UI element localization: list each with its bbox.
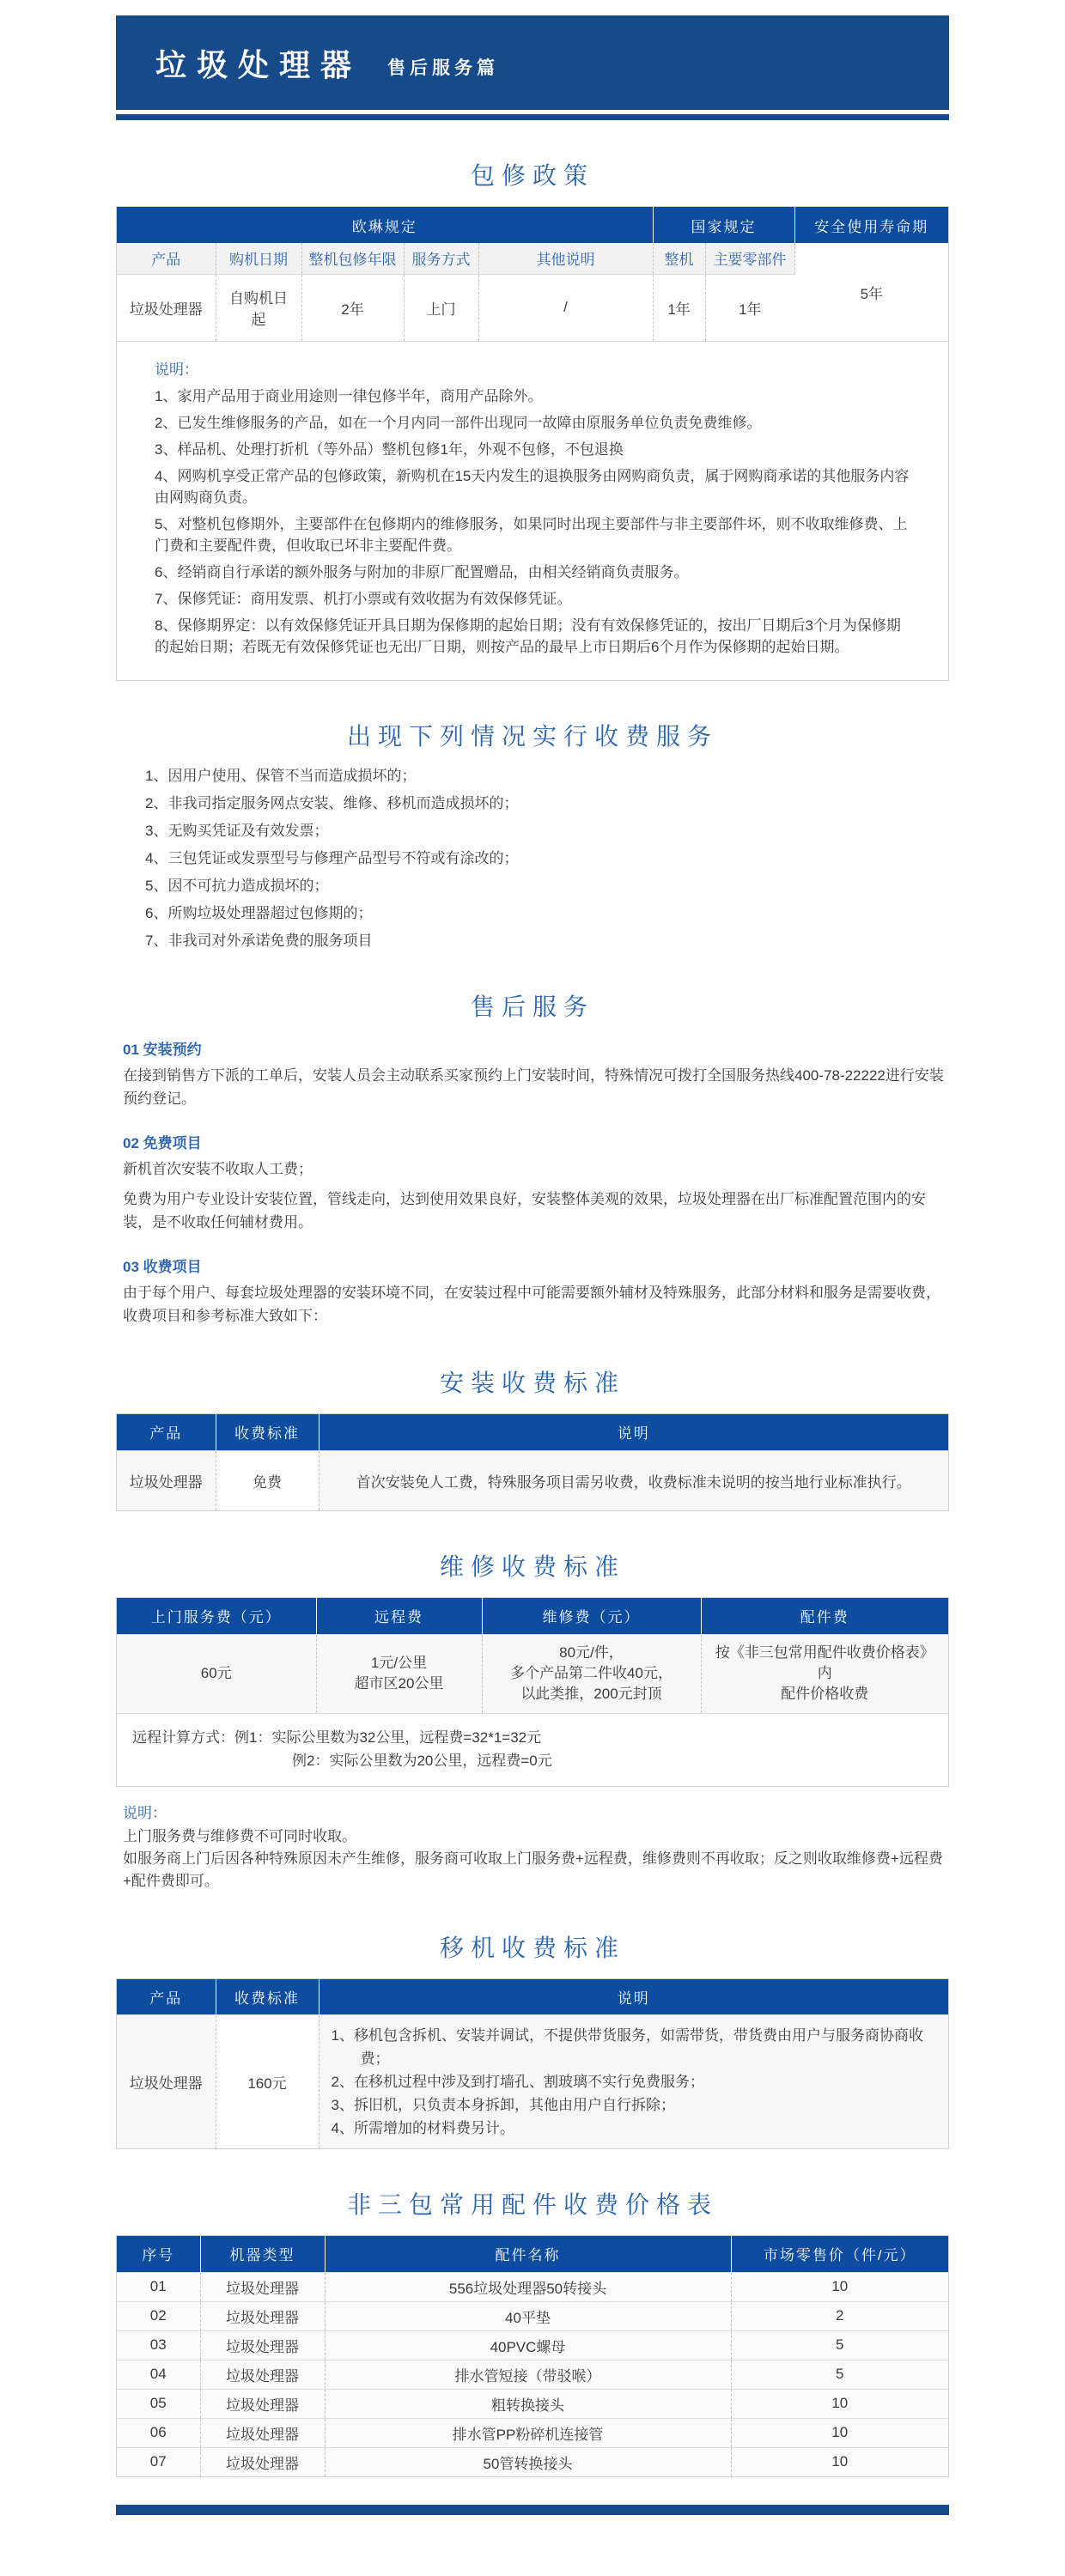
after-sales-block-install-appointment bbox=[123, 1037, 949, 1110]
cell-distance-fee: 1元/公里 超市区20公里 bbox=[316, 1634, 482, 1713]
header-retail-price: 市场零售价（件/元） bbox=[731, 2236, 948, 2272]
cell-parts-fee: 按《非三包常用配件收费价格表》内 配件价格收费 bbox=[701, 1634, 948, 1713]
header-visit-fee: 上门服务费（元） bbox=[117, 1598, 316, 1634]
install-fee-box bbox=[116, 1413, 949, 1511]
relocation-note-line: 2、在移机过程中涉及到打墙孔、割玻璃不实行免费服务； bbox=[331, 2074, 704, 2090]
warranty-subheader-row bbox=[117, 243, 948, 274]
relocation-fee-table bbox=[117, 1979, 948, 2149]
cell-description: 首次安装免人工费，特殊服务项目需另收费，收费标准未说明的按当地行业标准执行。 bbox=[319, 1450, 948, 1510]
parts-table-row: 04 垃圾处理器 排水管短接（带驳喉） 5 bbox=[117, 2360, 948, 2389]
subheader-main-parts: 主要零部件 bbox=[705, 243, 794, 274]
parts-price-header-row bbox=[117, 2236, 948, 2272]
distance-calc-cell bbox=[117, 1713, 948, 1786]
relocation-fee-data-row bbox=[117, 2015, 948, 2149]
cell-product: 垃圾处理器 bbox=[117, 1450, 216, 1510]
cell-description bbox=[319, 2015, 948, 2149]
parts-table-row: 02 垃圾处理器 40平垫 2 bbox=[117, 2301, 948, 2330]
relocation-note-line: 3、拆旧机，只负责本身拆卸，其他由用户自行拆除； bbox=[331, 2097, 675, 2113]
parts-table-row: 07 垃圾处理器 50管转换接头 10 bbox=[117, 2447, 948, 2476]
warranty-notes-label: 说明： bbox=[155, 361, 198, 378]
repair-notes-label: 说明： bbox=[123, 1804, 167, 1821]
banner-stripe bbox=[116, 114, 949, 120]
subheader-other-notes: 其他说明 bbox=[478, 243, 653, 274]
repair-fee-notes bbox=[116, 1801, 949, 1893]
charged-service-item: 3、无购买凭证及有效发票； bbox=[145, 823, 329, 839]
section-title-after-sales: 售后服务 bbox=[470, 993, 594, 1020]
repair-note-item: 上门服务费与维修费不可同时收取。 bbox=[123, 1827, 356, 1844]
charged-service-item: 2、非我司指定服务网点安装、维修、移机而造成损坏的； bbox=[145, 795, 519, 811]
section-title-charged-service: 出现下列情况实行收费服务 bbox=[346, 723, 718, 750]
relocation-fee-box bbox=[116, 1978, 949, 2150]
header-product: 产品 bbox=[117, 1414, 216, 1450]
relocation-note-line: 1、移机包含拆机、安装并调试，不提供带货服务，如需带货，带货费由用户与服务商协商收费； bbox=[331, 2027, 923, 2067]
subheader-purchase-date: 购机日期 bbox=[216, 243, 301, 274]
charged-service-item: 6、所购垃圾处理器超过包修期的； bbox=[145, 905, 373, 921]
content-column bbox=[116, 15, 949, 2515]
warranty-table bbox=[117, 207, 948, 341]
header-index: 序号 bbox=[117, 2236, 200, 2272]
subheader-product: 产品 bbox=[117, 243, 216, 274]
section-title-parts-price: 非三包常用配件收费价格表 bbox=[346, 2191, 718, 2218]
warranty-note-item: 8、保修期界定：以有效保修凭证开具日期为保修期的起始日期；没有有效保修凭证的，按出厂日期后3个月为保修期的起始日期；若既无有效保修凭证也无出厂日期，则按产品的最早上市日期后6个月作为保修期的起始日期。 bbox=[155, 617, 901, 655]
charged-service-item: 4、三包凭证或发票型号与修理产品型号不符或有涂改的； bbox=[145, 850, 519, 866]
charged-service-item: 1、因用户使用、保管不当而造成损坏的； bbox=[145, 768, 417, 784]
cell-years: 2年 bbox=[301, 274, 404, 341]
after-sales-label: 01 安装预约 bbox=[123, 1042, 202, 1058]
after-sales-paragraph: 新机首次安装不收取人工费； bbox=[123, 1161, 313, 1177]
after-sales-label: 02 免费项目 bbox=[123, 1135, 202, 1151]
distance-calc-line: 例2：实际公里数为20公里，远程费=0元 bbox=[292, 1752, 552, 1769]
cell-whole-machine: 1年 bbox=[653, 274, 705, 341]
subheader-whole-machine: 整机 bbox=[653, 243, 705, 274]
header-repair-fee: 维修费（元） bbox=[482, 1598, 701, 1634]
install-fee-header-row bbox=[117, 1414, 948, 1450]
warranty-group-header-row bbox=[117, 207, 948, 243]
warranty-note-item: 5、对整机包修期外，主要部件在包修期内的维修服务，如果同时出现主要部件与非主要部件坏，则不收取维修费、上门费和主要配件费，但收取已坏非主要配件费。 bbox=[155, 516, 908, 554]
repair-fee-box bbox=[116, 1597, 949, 1787]
header-parts-fee: 配件费 bbox=[701, 1598, 948, 1634]
banner-subtitle: 售后服务篇 bbox=[387, 58, 500, 78]
cell-other-notes: / bbox=[478, 274, 653, 341]
cell-fee: 免费 bbox=[216, 1450, 319, 1510]
cell-service-mode: 上门 bbox=[404, 274, 478, 341]
repair-note-item: 如服务商上门后因各种特殊原因未产生维修，服务商可收取上门服务费+远程费，维修费则不再收取；反之则收取维修费+远程费+配件费即可。 bbox=[123, 1850, 943, 1889]
warranty-note-item: 2、已发生维修服务的产品，如在一个月内同一部件出现同一故障由原服务单位负责免费维修。 bbox=[155, 415, 762, 431]
relocation-note-line: 4、所需增加的材料费另计。 bbox=[331, 2120, 514, 2136]
charged-service-item: 5、因不可抗力造成损坏的； bbox=[145, 878, 329, 894]
after-sales-block-charged-items bbox=[123, 1255, 949, 1327]
group-header-safe-life: 安全使用寿命期 bbox=[794, 207, 948, 243]
footer-bar bbox=[116, 2505, 949, 2515]
header-product: 产品 bbox=[117, 1979, 216, 2015]
distance-calc-line: 远程计算方式：例1：实际公里数为32公里，远程费=32*1=32元 bbox=[132, 1728, 542, 1746]
subheader-whole-machine-years: 整机包修年限 bbox=[301, 243, 404, 274]
header-distance-fee: 远程费 bbox=[316, 1598, 482, 1634]
repair-fee-calc-row bbox=[117, 1713, 948, 1786]
header-fee-standard: 收费标准 bbox=[216, 1414, 319, 1450]
cell-fee: 160元 bbox=[216, 2015, 319, 2149]
section-title-relocation-fee: 移机收费标准 bbox=[439, 1934, 625, 1961]
warranty-notes bbox=[117, 341, 948, 680]
parts-price-box bbox=[116, 2235, 949, 2477]
cell-purchase-date: 自购机日起 bbox=[216, 274, 301, 341]
repair-fee-table bbox=[117, 1598, 948, 1786]
section-title-warranty: 包修政策 bbox=[470, 162, 594, 189]
parts-table-row: 01 垃圾处理器 556垃圾处理器50转接头 10 bbox=[117, 2272, 948, 2301]
cell-main-parts: 1年 bbox=[705, 274, 794, 341]
after-sales-block-free-items bbox=[123, 1131, 949, 1234]
header-description: 说明 bbox=[319, 1414, 948, 1450]
after-sales-label: 03 收费项目 bbox=[123, 1259, 202, 1275]
parts-table-row: 06 垃圾处理器 排水管PP粉碎机连接管 10 bbox=[117, 2418, 948, 2447]
charged-service-list bbox=[116, 765, 949, 951]
subheader-service-mode: 服务方式 bbox=[404, 243, 478, 274]
parts-price-table bbox=[117, 2236, 948, 2476]
cell-visit-fee: 60元 bbox=[117, 1634, 316, 1713]
warranty-note-item: 6、经销商自行承诺的额外服务与附加的非原厂配置赠品，由相关经销商负责服务。 bbox=[155, 564, 689, 580]
charged-service-item: 7、非我司对外承诺免费的服务项目 bbox=[145, 933, 373, 949]
header-part-name: 配件名称 bbox=[325, 2236, 731, 2272]
section-title-install-fee: 安装收费标准 bbox=[439, 1370, 625, 1396]
header-machine-type: 机器类型 bbox=[200, 2236, 325, 2272]
cell-safe-life-value: 5年 bbox=[794, 243, 948, 341]
banner-title: 垃圾处理器 bbox=[155, 46, 362, 82]
warranty-note-item: 3、样品机、处理打折机（等外品）整机包修1年，外观不包修，不包退换 bbox=[155, 441, 624, 458]
cell-repair-fee: 80元/件， 多个产品第二件收40元， 以此类推，200元封顶 bbox=[482, 1634, 701, 1713]
warranty-box bbox=[116, 206, 949, 681]
warranty-note-item: 4、网购机享受正常产品的包修政策，新购机在15天内发生的退换服务由网购商负责，属于网购商承诺的其他服务内容由网购商负责。 bbox=[155, 468, 910, 506]
header-banner bbox=[116, 15, 949, 110]
section-title-repair-fee: 维修收费标准 bbox=[439, 1553, 625, 1580]
warranty-note-item: 1、家用产品用于商业用途则一律包修半年，商用产品除外。 bbox=[155, 388, 543, 404]
warranty-note-item: 7、保修凭证：商用发票、机打小票或有效收据为有效保修凭证。 bbox=[155, 591, 572, 607]
relocation-fee-header-row bbox=[117, 1979, 948, 2015]
group-header-national: 国家规定 bbox=[653, 207, 794, 243]
install-fee-table bbox=[117, 1414, 948, 1510]
repair-fee-data-row bbox=[117, 1634, 948, 1713]
parts-table-row: 03 垃圾处理器 40PVC螺母 5 bbox=[117, 2330, 948, 2360]
cell-product: 垃圾处理器 bbox=[117, 274, 216, 341]
after-sales-paragraph: 免费为用户专业设计安装位置，管线走向，达到使用效果良好，安装整体美观的效果，垃圾处理器在出厂标准配置范围内的安装，是不收取任何辅材费用。 bbox=[123, 1191, 926, 1230]
parts-table-row: 05 垃圾处理器 粗转换接头 10 bbox=[117, 2389, 948, 2418]
repair-fee-header-row bbox=[117, 1598, 948, 1634]
cell-product: 垃圾处理器 bbox=[117, 2015, 216, 2149]
header-description: 说明 bbox=[319, 1979, 948, 2015]
header-fee-standard: 收费标准 bbox=[216, 1979, 319, 2015]
after-sales-paragraph: 在接到销售方下派的工单后，安装人员会主动联系买家预约上门安装时间，特殊情况可拨打全国服务热线400-78-22222进行安装预约登记。 bbox=[123, 1067, 944, 1107]
install-fee-data-row bbox=[117, 1450, 948, 1510]
group-header-oulin: 欧琳规定 bbox=[117, 207, 653, 243]
after-sales-paragraph: 由于每个用户、每套垃圾处理器的安装环境不同，在安装过程中可能需要额外辅材及特殊服务，此部分材料和服务是需要收费，收费项目和参考标准大致如下： bbox=[123, 1285, 940, 1324]
